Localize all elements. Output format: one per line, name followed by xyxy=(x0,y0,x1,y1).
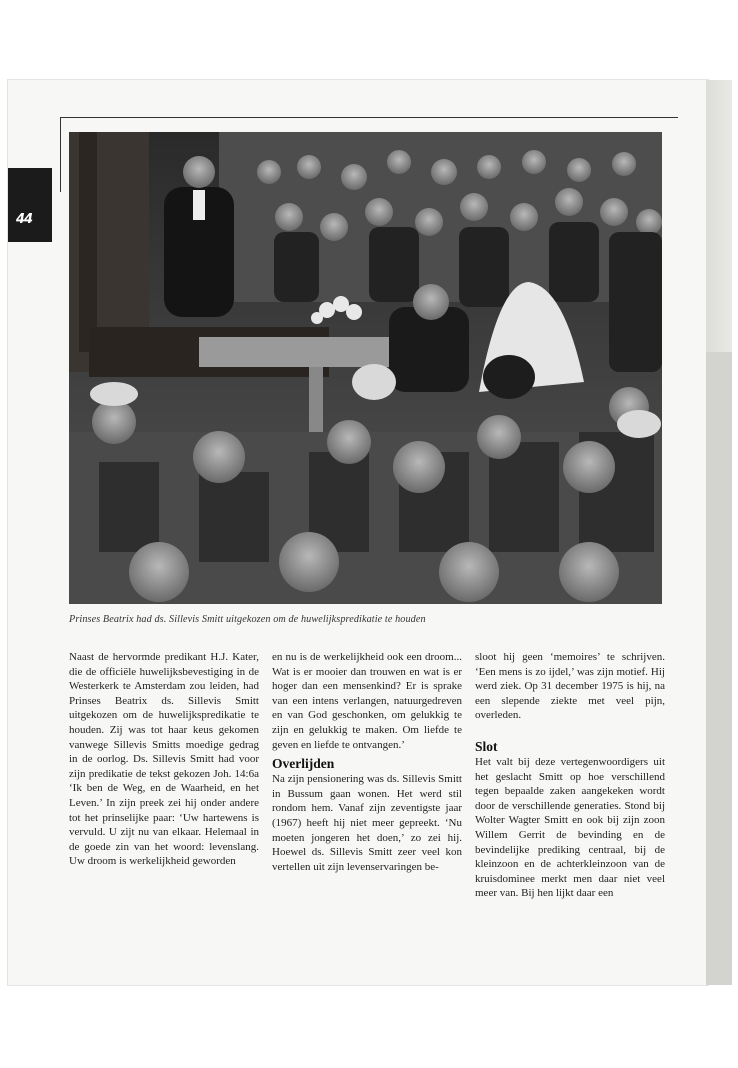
photo-illustration xyxy=(69,132,662,604)
page-number-tab xyxy=(8,168,52,242)
heading-slot: Slot xyxy=(475,738,498,754)
frame-line-vertical xyxy=(60,117,61,192)
church-wedding-photo xyxy=(69,132,662,604)
paragraph: Het valt bij deze vertegenwoordigers uit het geslacht Smitt op hoe verschillend tegen bepaalde zaken aangekeken wordt door de verschillende generaties. Stond bij Wolter Wagter Smitt en ook bij zijn zoon Willem Gerrit de bevinding en de bevindelijke prediking centraal, bij de kleinzoon en de achterkleinzoon van de kruisdominee merkt men daar niet veel meer van. Bij hen lijkt daar een xyxy=(475,755,665,900)
page-edge-lower xyxy=(706,352,732,985)
paragraph: Na zijn pensionering was ds. Sillevis Smitt in Bussum gaan wonen. Het werd stil rondom hem. Vanaf zijn zeventigste jaar (1967) heeft hij niet meer gepreekt. ‘Nu moeten jongeren het doen,’ zo zei hij. Hoewel ds. Sillevis Smitt zeer veel kon vertellen uit zijn levenservaringen be- xyxy=(272,773,462,873)
paragraph: sloot hij geen ‘memoires’ te schrijven. ‘Een mens is zo ijdel,’ was zijn motief. Hij werd ziek. Op 31 december 1975 is hij, na een slepende ziekte met veel pijn, overleden. xyxy=(475,651,665,722)
article-column-2 xyxy=(272,650,462,874)
paragraph: Naast de hervormde predikant H.J. Kater, die de officiële huwelijksbevestiging in de Westerkerk te Amsterdam zou leiden, had Prinses Beatrix ds. Sillevis Smitt uitgekozen om de huwelijkspredikatie te houden. Zij was tot haar keus gekomen vanwege Sillevis Smitts moedige gedrag in de oorlog. Ds. Sillevis Smitt had voor zijn predikatie de tekst gekozen Joh. 14:6a ‘Ik ben de Weg, en de Waarheid, en het Leven.’ In zijn preek zei hij onder andere tot het prinselijke paar: ‘Uw hartewens is vervuld. U zijt nu van elkaar. Helemaal in de goede zin van het woord: levenslang. Uw droom is werkelijkheid geworden xyxy=(69,651,259,868)
article-column-1 xyxy=(69,650,259,869)
paragraph: en nu is de werkelijkheid ook een droom... Wat is er mooier dan trouwen en wat is er hoger dan een mensenkind? Er is sprake van een intens verlangen, natuurgedreven en van God geschonken, om gelukkig te zijn en gelukkig te maken. Om liefde te geven en liefde te ontvangen.’ xyxy=(272,651,462,751)
heading-overlijden: Overlijden xyxy=(272,756,335,772)
article-column-3 xyxy=(475,650,665,901)
photo-caption: Prinses Beatrix had ds. Sillevis Smitt uitgekozen om de huwelijkspredikatie te houden xyxy=(69,614,426,625)
page-number: 44 xyxy=(16,212,33,227)
page-edge xyxy=(706,80,732,985)
frame-line-horizontal xyxy=(60,117,678,118)
